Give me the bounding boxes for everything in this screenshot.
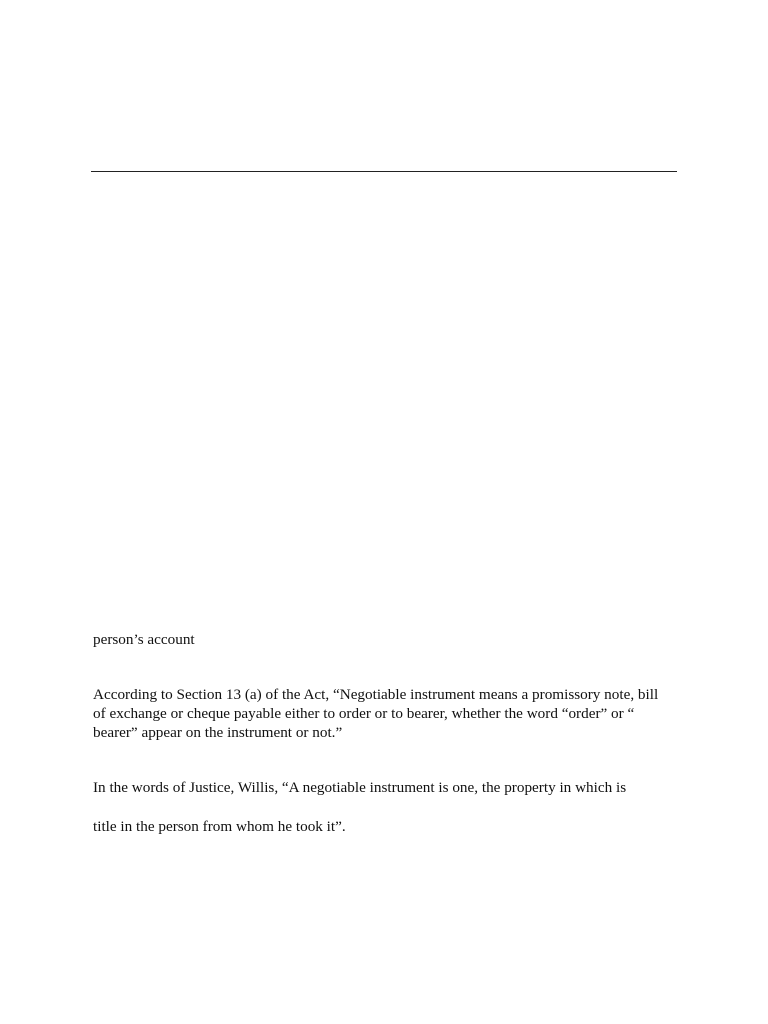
paragraph-line: bearer” appear on the instrument or not.” <box>93 724 343 741</box>
text-line-title-person: title in the person from whom he took it”. <box>93 818 346 835</box>
paragraph-line: According to Section 13 (a) of the Act, “Negotiable instrument means a promissory note, bill <box>93 686 659 703</box>
text-line-persons-account: person’s account <box>93 631 195 648</box>
text-line-justice-willis: In the words of Justice, Willis, “A negotiable instrument is one, the property in which is <box>93 779 627 796</box>
paragraph-line: of exchange or cheque payable either to order or to bearer, whether the word “order” or “ <box>93 705 635 722</box>
horizontal-rule <box>91 171 677 172</box>
paragraph-section-13a <box>93 685 678 742</box>
